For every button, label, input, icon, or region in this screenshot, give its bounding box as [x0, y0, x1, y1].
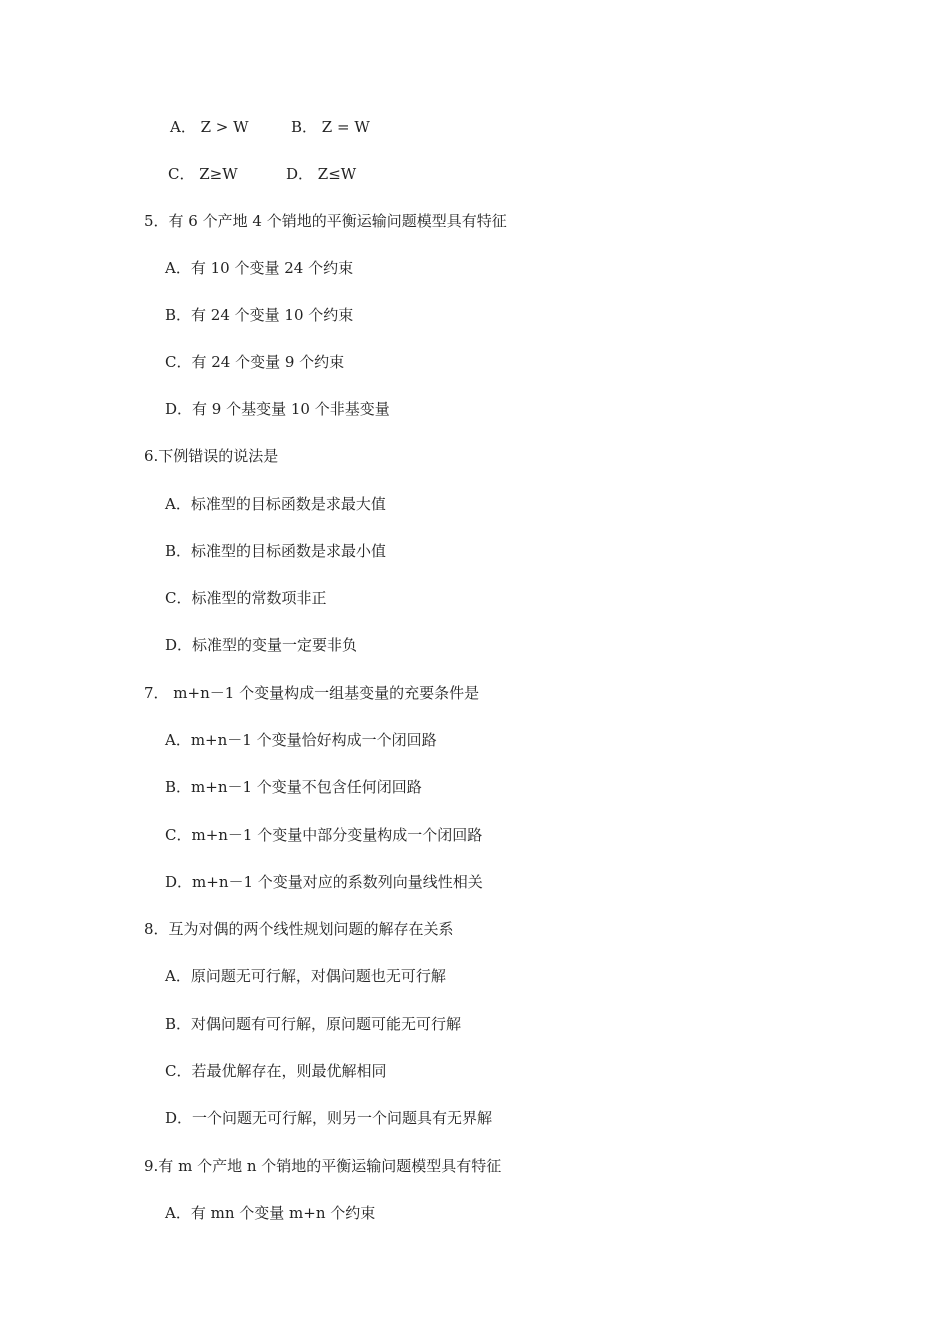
q4-option-a: A． Z > W [170, 118, 249, 136]
q5-stem: 5．有 6 个产地 4 个销地的平衡运输问题模型具有特征 [144, 212, 507, 230]
q5-option-b: B．有 24 个变量 10 个约束 [165, 306, 354, 324]
q9-option-a: A．有 mn 个变量 m+n 个约束 [165, 1204, 376, 1222]
q9-stem: 9.有 m 个产地 n 个销地的平衡运输问题模型具有特征 [144, 1157, 502, 1175]
q7-option-b: B．m+n－1 个变量不包含任何闭回路 [165, 778, 422, 796]
q4-option-d: D． Z≤W [286, 165, 357, 183]
q4-option-c: C． Z≥W [168, 165, 238, 183]
q8-option-b: B．对偶问题有可行解，原问题可能无可行解 [165, 1015, 462, 1033]
q7-option-d: D．m+n－1 个变量对应的系数列向量线性相关 [165, 873, 483, 891]
q6-option-c: C．标准型的常数项非正 [165, 589, 327, 607]
q6-option-a: A．标准型的目标函数是求最大值 [165, 495, 386, 513]
q7-stem: 7． m+n－1 个变量构成一组基变量的充要条件是 [144, 684, 480, 702]
q5-option-d: D．有 9 个基变量 10 个非基变量 [165, 400, 390, 418]
q6-option-d: D．标准型的变量一定要非负 [165, 636, 358, 654]
q6-option-b: B．标准型的目标函数是求最小值 [165, 542, 387, 560]
q6-stem: 6.下例错误的说法是 [144, 447, 279, 465]
q7-option-a: A．m+n－1 个变量恰好构成一个闭回路 [165, 731, 437, 749]
q8-option-d: D．一个问题无可行解，则另一个问题具有无界解 [165, 1109, 493, 1127]
q4-option-b: B． Z = W [291, 118, 370, 136]
q8-option-a: A．原问题无可行解，对偶问题也无可行解 [165, 967, 446, 985]
q7-option-c: C．m+n－1 个变量中部分变量构成一个闭回路 [165, 826, 483, 844]
q5-option-a: A．有 10 个变量 24 个约束 [165, 259, 354, 277]
q5-option-c: C．有 24 个变量 9 个约束 [165, 353, 345, 371]
q8-stem: 8．互为对偶的两个线性规划问题的解存在关系 [144, 920, 454, 938]
q8-option-c: C．若最优解存在，则最优解相同 [165, 1062, 387, 1080]
